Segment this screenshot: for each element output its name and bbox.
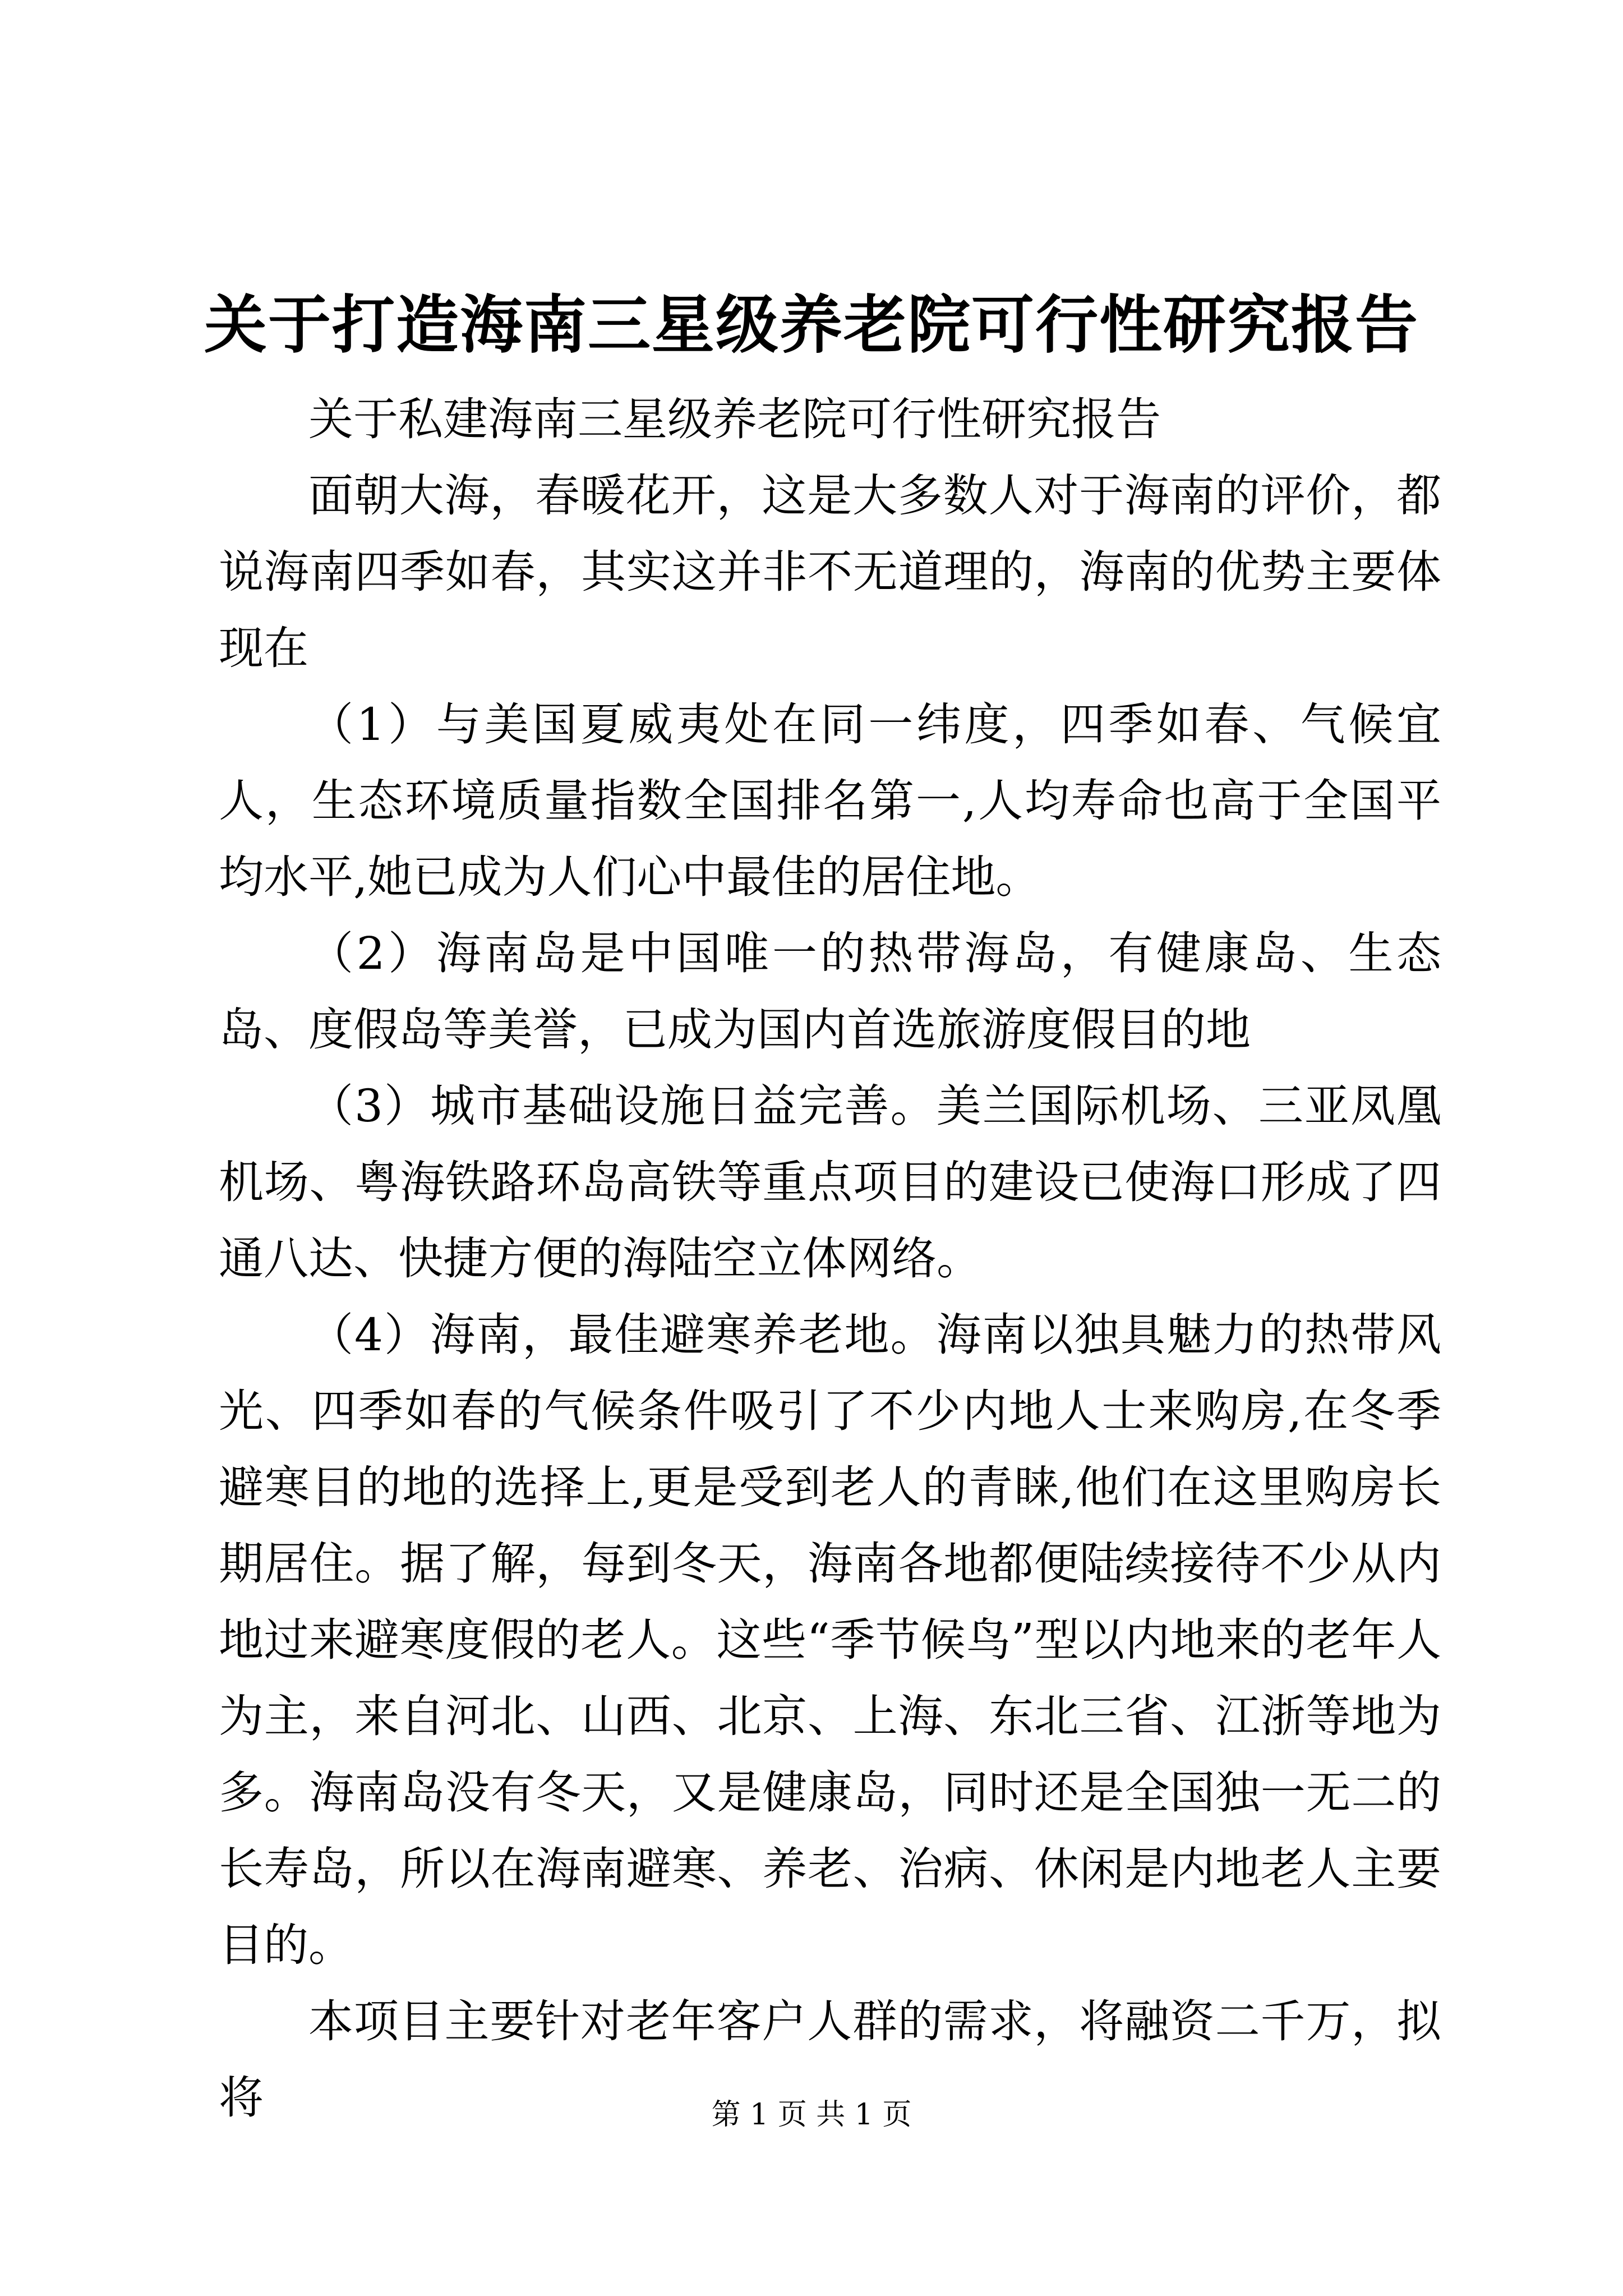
point-2-paragraph: （2）海南岛是中国唯一的热带海岛，有健康岛、生态岛、度假岛等美誉，已成为国内首选旅游度假目的地 [219,927,1441,1056]
point-3-paragraph: （3）城市基础设施日益完善。美兰国际机场、三亚凤凰机场、粤海铁路环岛高铁等重点项目的建设已使海口形成了四通八达、快捷方便的海陆空立体网络。 [219,1080,1441,1285]
point-1-paragraph: （1）与美国夏威夷处在同一纬度，四季如春、气候宜人，生态环境质量指数全国排名第一,人均寿命也高于全国平均水平,她已成为人们心中最佳的居住地。 [219,698,1441,903]
subtitle-paragraph: 关于私建海南三星级养老院可行性研究报告 [308,393,1161,445]
intro-paragraph: 面朝大海，春暖花开，这是大多数人对于海南的评价，都说海南四季如春，其实这并非不无道理的，海南的优势主要体现在 [219,470,1441,674]
project-paragraph: 本项目主要针对老年客户人群的需求，将融资二千万，拟将 [219,1995,1441,2124]
page-footer: 第 1 页 共 1 页 [711,2098,912,2132]
point-4-paragraph: （4）海南，最佳避寒养老地。海南以独具魅力的热带风光、四季如春的气候条件吸引了不少内地人士来购房,在冬季避寒目的地的选择上,更是受到老人的青睐,他们在这里购房长期居住。据了解，每到冬天，海南各地都便陆续接待不少从内地过来避寒度假的老人。这些“季节候鸟”型以内地来的老年人为主，来自河北、山西、北京、上海、东北三省、江浙等地为多。海南岛没有冬天，又是健康岛，同时还是全国独一无二的长寿岛，所以在海南避寒、养老、治病、休闲是内地老人主要目的。 [219,1309,1441,1971]
document-title: 关于打造海南三星级养老院可行性研究报告 [204,288,1419,362]
document-body [219,381,1441,2136]
